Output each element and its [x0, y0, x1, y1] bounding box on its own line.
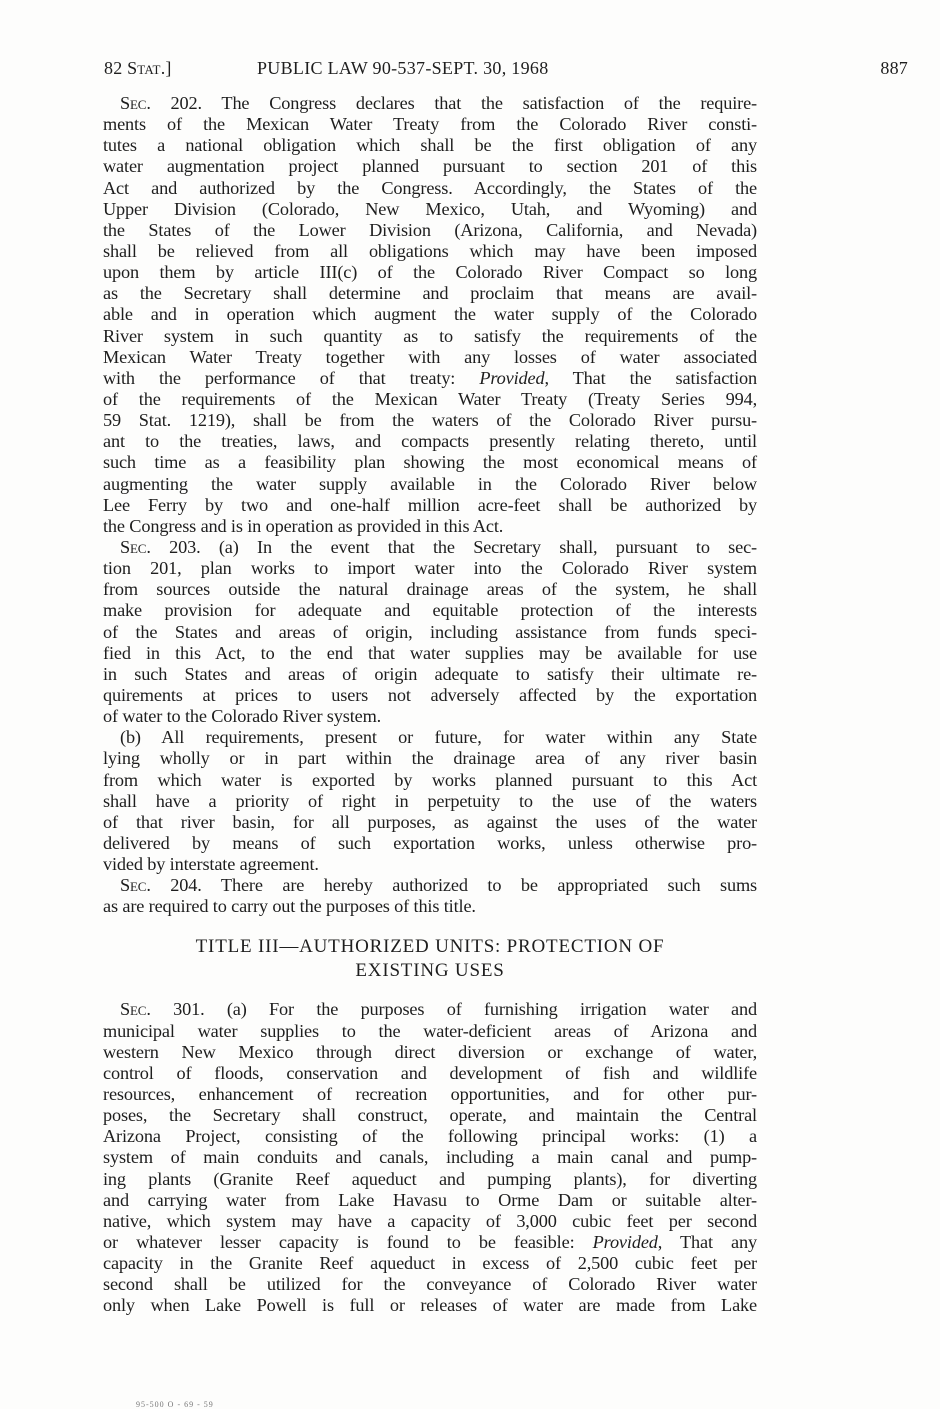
body-text [103, 93, 757, 1317]
paragraph-line: of that river basin, for all purposes, as against the uses of the water [103, 811, 757, 832]
paragraph-line: the States of the Lower Division (Arizona, California, and Nevada) [103, 219, 757, 240]
paragraph-line: Sec. 203. (a) In the event that the Secretary shall, pursuant to sec- [120, 536, 757, 557]
title-heading [103, 935, 757, 983]
paragraph-line: ant to the treaties, laws, and compacts presently relating thereto, until [103, 431, 757, 452]
paragraph-line: poses, the Secretary shall construct, operate, and maintain the Central [103, 1105, 757, 1126]
paragraph-line: control of floods, conservation and development of fish and wildlife [103, 1062, 757, 1083]
paragraph-line: tion 201, plan works to import water into the Colorado River system [103, 558, 757, 579]
paragraph-line: ments of the Mexican Water Treaty from the Colorado River consti- [103, 114, 757, 135]
paragraph-line: from sources outside the natural drainage areas of the system, he shall [103, 579, 757, 600]
paragraph-line: (b) All requirements, present or future, for water within any State [120, 727, 757, 748]
paragraph-line: only when Lake Powell is full or releases of water are made from Lake [103, 1295, 757, 1316]
paragraph-line: Lee Ferry by two and one-half million acre-feet shall be authorized by [103, 494, 757, 515]
section-301 [103, 999, 757, 1316]
paragraph-line: native, which system may have a capacity of 3,000 cubic feet per second [103, 1210, 757, 1231]
paragraph-line: Sec. 301. (a) For the purposes of furnishing irrigation water and [120, 999, 757, 1020]
paragraph-line: able and in operation which augment the water supply of the Colorado [103, 304, 757, 325]
paragraph-line: shall be relieved from all obligations which may have been imposed [103, 240, 757, 261]
paragraph-line: and carrying water from Lake Havasu to Orme Dam or suitable alter- [103, 1189, 757, 1210]
proviso-word: Provided [479, 367, 545, 388]
section-202 [103, 93, 757, 537]
section-label: Sec. 204. [120, 875, 202, 896]
paragraph-line: as the Secretary shall determine and proclaim that means are avail- [103, 283, 757, 304]
paragraph-line: lying wholly or in part within the drainage area of any river basin [103, 748, 757, 769]
paragraph-line: as are required to carry out the purposes of this title. [103, 896, 476, 917]
paragraph-line: quirements at prices to users not adversely affected by the exportation [103, 684, 757, 705]
paragraph-line: water augmentation project planned pursuant to section 201 of this [103, 156, 757, 177]
paragraph-line: vided by interstate agreement. [103, 854, 319, 875]
paragraph-line: Mexican Water Treaty together with any losses of water associated [103, 346, 757, 367]
section-203 [103, 537, 757, 875]
paragraph-line: Upper Division (Colorado, New Mexico, Utah, and Wyoming) and [103, 198, 757, 219]
page-number: 887 [880, 58, 908, 78]
paragraph-line: tutes a national obligation which shall be the first obligation of any [103, 135, 757, 156]
printer-mark: 95-500 O - 69 - 59 [136, 1400, 214, 1409]
paragraph-line: capacity in the Granite Reef aqueduct in excess of 2,500 cubic feet per [103, 1253, 757, 1274]
title-line: EXISTING USES [355, 960, 505, 982]
law-title: PUBLIC LAW 90-537-SEPT. 30, 1968 [257, 58, 549, 78]
paragraph-line: of water to the Colorado River system. [103, 706, 382, 727]
paragraph-line: western New Mexico through direct diversion or exchange of water, [103, 1041, 757, 1062]
paragraph-line: municipal water supplies to the water-deficient areas of Arizona and [103, 1020, 757, 1041]
paragraph-line: Sec. 202. The Congress declares that the satisfaction of the require- [120, 93, 757, 113]
paragraph-line: second shall be utilized for the conveyance of Colorado River water [103, 1274, 757, 1295]
paragraph-line: augmenting the water supply available in the Colorado River below [103, 473, 757, 494]
paragraph-line: delivered by means of such exportation works, unless otherwise pro- [103, 832, 757, 853]
section-label: Sec. 202. [120, 93, 202, 113]
paragraph-line: with the performance of that treaty: Provided, That the satisfaction [103, 367, 757, 388]
paragraph-line: shall have a priority of right in perpetuity to the use of the waters [103, 790, 757, 811]
paragraph-line: Act and authorized by the Congress. Accordingly, the States of the [103, 177, 757, 198]
paragraph-line: of the requirements of the Mexican Water Treaty (Treaty Series 994, [103, 388, 757, 409]
running-head [104, 58, 908, 84]
paragraph-line: resources, enhancement of recreation opportunities, and for other pur- [103, 1084, 757, 1105]
paragraph-line: 59 Stat. 1219), shall be from the waters of the Colorado River pursu- [103, 410, 757, 431]
section-label: Sec. 203. [120, 536, 201, 557]
section-204 [103, 875, 757, 917]
paragraph-line: fied in this Act, to the end that water supplies may be available for use [103, 642, 757, 663]
section-label: Sec. 301. [120, 999, 205, 1020]
paragraph-line: ing plants (Granite Reef aqueduct and pumping plants), for diverting [103, 1168, 757, 1189]
paragraph-line: of the States and areas of origin, including assistance from funds speci- [103, 621, 757, 642]
paragraph-line: in such States and areas of origin adequate to satisfy their ultimate re- [103, 663, 757, 684]
paragraph-line: the Congress and is in operation as provided in this Act. [103, 515, 504, 536]
paragraph-line: River system in such quantity as to satisfy the requirements of the [103, 325, 757, 346]
paragraph-line: Sec. 204. There are hereby authorized to be appropriated such sums [120, 875, 757, 896]
paragraph-line: upon them by article III(c) of the Colorado River Compact so long [103, 262, 757, 283]
statute-citation: 82 Stat.] [104, 58, 172, 78]
paragraph-line: from which water is exported by works planned pursuant to this Act [103, 769, 757, 790]
paragraph-line: make provision for adequate and equitable protection of the interests [103, 600, 757, 621]
paragraph-line: Arizona Project, consisting of the following principal works: (1) a [103, 1126, 757, 1147]
paragraph-line: or whatever lesser capacity is found to be feasible: Provided, That any [103, 1232, 757, 1253]
paragraph-line: such time as a feasibility plan showing the most economical means of [103, 452, 757, 473]
proviso-word: Provided [592, 1232, 658, 1253]
title-line: TITLE III—AUTHORIZED UNITS: PROTECTION OF [195, 936, 665, 958]
paragraph-line: system of main conduits and canals, including a main canal and pump- [103, 1147, 757, 1168]
